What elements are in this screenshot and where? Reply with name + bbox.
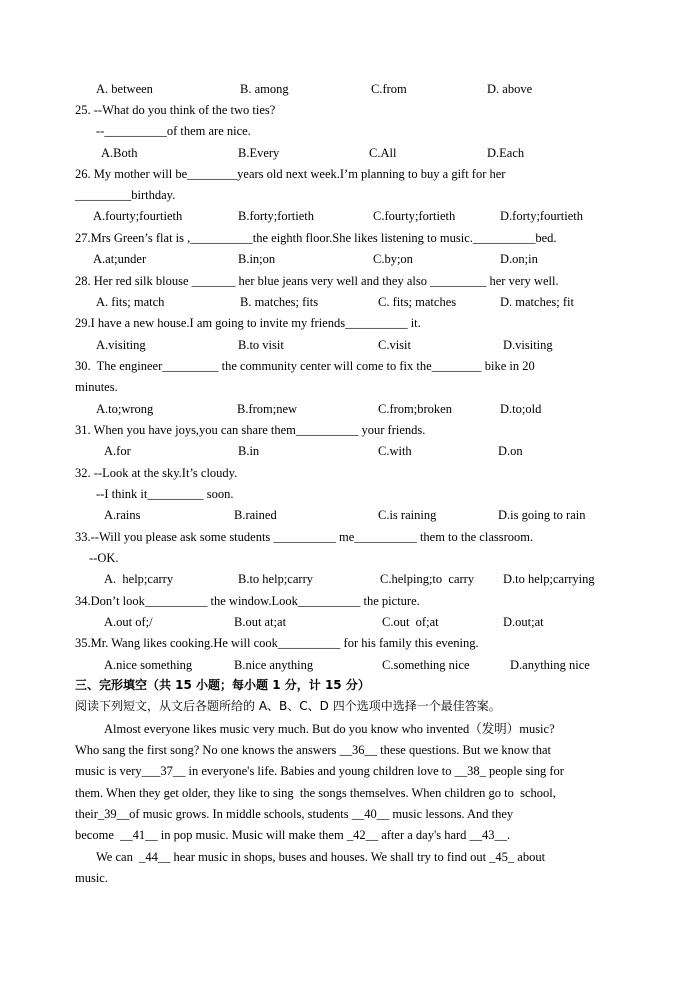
answer-option: C.from bbox=[371, 82, 407, 96]
passage-line: become __41__ in pop music. Music will make them _42__ after a day's hard __43__. bbox=[75, 828, 511, 842]
answer-option: B.from;new bbox=[237, 402, 298, 416]
answer-option: B.rained bbox=[234, 508, 277, 522]
answer-option: B.to help;carry bbox=[238, 572, 313, 586]
answer-option: B. matches; fits bbox=[240, 295, 319, 309]
passage-line: their_39__of music grows. In middle schools, students __40__ music lessons. And they bbox=[75, 807, 514, 821]
passage-line: music is very___37__ in everyone's life. Babies and young children love to __38_ people sing for bbox=[75, 764, 564, 778]
answer-option: C.with bbox=[378, 444, 412, 458]
question-line: 27.Mrs Green’s flat is ,__________the eighth floor.She likes listening to music.__________bed. bbox=[75, 231, 557, 245]
answer-option: A.for bbox=[104, 444, 131, 458]
answer-option: C.All bbox=[369, 146, 397, 160]
question-line: 31. When you have joys,you can share them__________ your friends. bbox=[75, 423, 426, 437]
answer-option: B.in bbox=[238, 444, 260, 458]
answer-option: B.Every bbox=[238, 146, 280, 160]
answer-option: C.is raining bbox=[378, 508, 437, 522]
answer-option: A.visiting bbox=[96, 338, 146, 352]
passage-line: music. bbox=[75, 871, 108, 885]
answer-option: A. fits; match bbox=[96, 295, 165, 309]
answer-option: A.fourty;fourtieth bbox=[93, 209, 183, 223]
question-line: 28. Her red silk blouse _______ her blue jeans very well and they also _________ her very well. bbox=[75, 274, 559, 288]
answer-option: A.out of;/ bbox=[104, 615, 153, 629]
section-title: 三、完形填空（共 15 小题；每小题 1 分，计 15 分） bbox=[75, 678, 370, 692]
answer-option: D.to help;carrying bbox=[503, 572, 595, 586]
question-line: minutes. bbox=[75, 380, 118, 394]
section-instruction: 阅读下列短文，从文后各题所给的 A、B、C、D 四个选项中选择一个最佳答案。 bbox=[75, 699, 501, 713]
answer-option: D.forty;fourtieth bbox=[500, 209, 583, 223]
answer-option: D.anything nice bbox=[510, 658, 590, 672]
answer-option: D. above bbox=[487, 82, 533, 96]
answer-option: B. among bbox=[240, 82, 289, 96]
answer-option: A.rains bbox=[104, 508, 141, 522]
passage-line: Who sang the first song? No one knows the answers __36__ these questions. But we know that bbox=[75, 743, 551, 757]
answer-option: B.in;on bbox=[238, 252, 276, 266]
passage-line: We can _44__ hear music in shops, buses and houses. We shall try to find out _45_ about bbox=[96, 850, 546, 864]
question-line: 35.Mr. Wang likes cooking.He will cook__________ for his family this evening. bbox=[75, 636, 479, 650]
question-line: 33.--Will you please ask some students __________ me__________ them to the classroom. bbox=[75, 530, 534, 544]
answer-option: D.on;in bbox=[500, 252, 538, 266]
answer-option: C.fourty;fortieth bbox=[373, 209, 456, 223]
answer-option: C.visit bbox=[378, 338, 411, 352]
question-line: _________birthday. bbox=[75, 188, 176, 202]
answer-option: D.Each bbox=[487, 146, 525, 160]
answer-option: A.nice something bbox=[104, 658, 193, 672]
answer-option: D. matches; fit bbox=[500, 295, 574, 309]
answer-option: A. between bbox=[96, 82, 153, 96]
answer-option: B.out at;at bbox=[234, 615, 287, 629]
question-line: 25. --What do you think of the two ties? bbox=[75, 103, 276, 117]
answer-option: C.out of;at bbox=[382, 615, 439, 629]
answer-option: C.by;on bbox=[373, 252, 413, 266]
answer-option: D.is going to rain bbox=[498, 508, 586, 522]
answer-option: C.from;broken bbox=[378, 402, 452, 416]
answer-option: C. fits; matches bbox=[378, 295, 457, 309]
answer-option: D.on bbox=[498, 444, 523, 458]
answer-option: B.nice anything bbox=[234, 658, 314, 672]
answer-option: A.at;under bbox=[93, 252, 147, 266]
answer-option: A.Both bbox=[101, 146, 138, 160]
question-line: 30. The engineer_________ the community center will come to fix the________ bike in 20 bbox=[75, 359, 535, 373]
passage-line: Almost everyone likes music very much. But do you know who invented（发明）music? bbox=[104, 722, 555, 736]
question-line: 34.Don’t look__________ the window.Look__________ the picture. bbox=[75, 594, 420, 608]
answer-option: D.visiting bbox=[503, 338, 553, 352]
answer-option: B.forty;fortieth bbox=[238, 209, 315, 223]
answer-option: D.to;old bbox=[500, 402, 542, 416]
question-line: --I think it_________ soon. bbox=[96, 487, 234, 501]
answer-option: C.helping;to carry bbox=[380, 572, 475, 586]
answer-option: D.out;at bbox=[503, 615, 544, 629]
passage-line: them. When they get older, they like to sing the songs themselves. When children go to school, bbox=[75, 786, 556, 800]
question-line: --__________of them are nice. bbox=[96, 124, 251, 138]
question-line: 32. --Look at the sky.It’s cloudy. bbox=[75, 466, 238, 480]
question-line: --OK. bbox=[89, 551, 119, 565]
answer-option: C.something nice bbox=[382, 658, 470, 672]
question-line: 29.I have a new house.I am going to invite my friends__________ it. bbox=[75, 316, 421, 330]
question-line: 26. My mother will be________years old next week.I’m planning to buy a gift for her bbox=[75, 167, 506, 181]
answer-option: A.to;wrong bbox=[96, 402, 154, 416]
answer-option: A. help;carry bbox=[104, 572, 174, 586]
answer-option: B.to visit bbox=[238, 338, 284, 352]
